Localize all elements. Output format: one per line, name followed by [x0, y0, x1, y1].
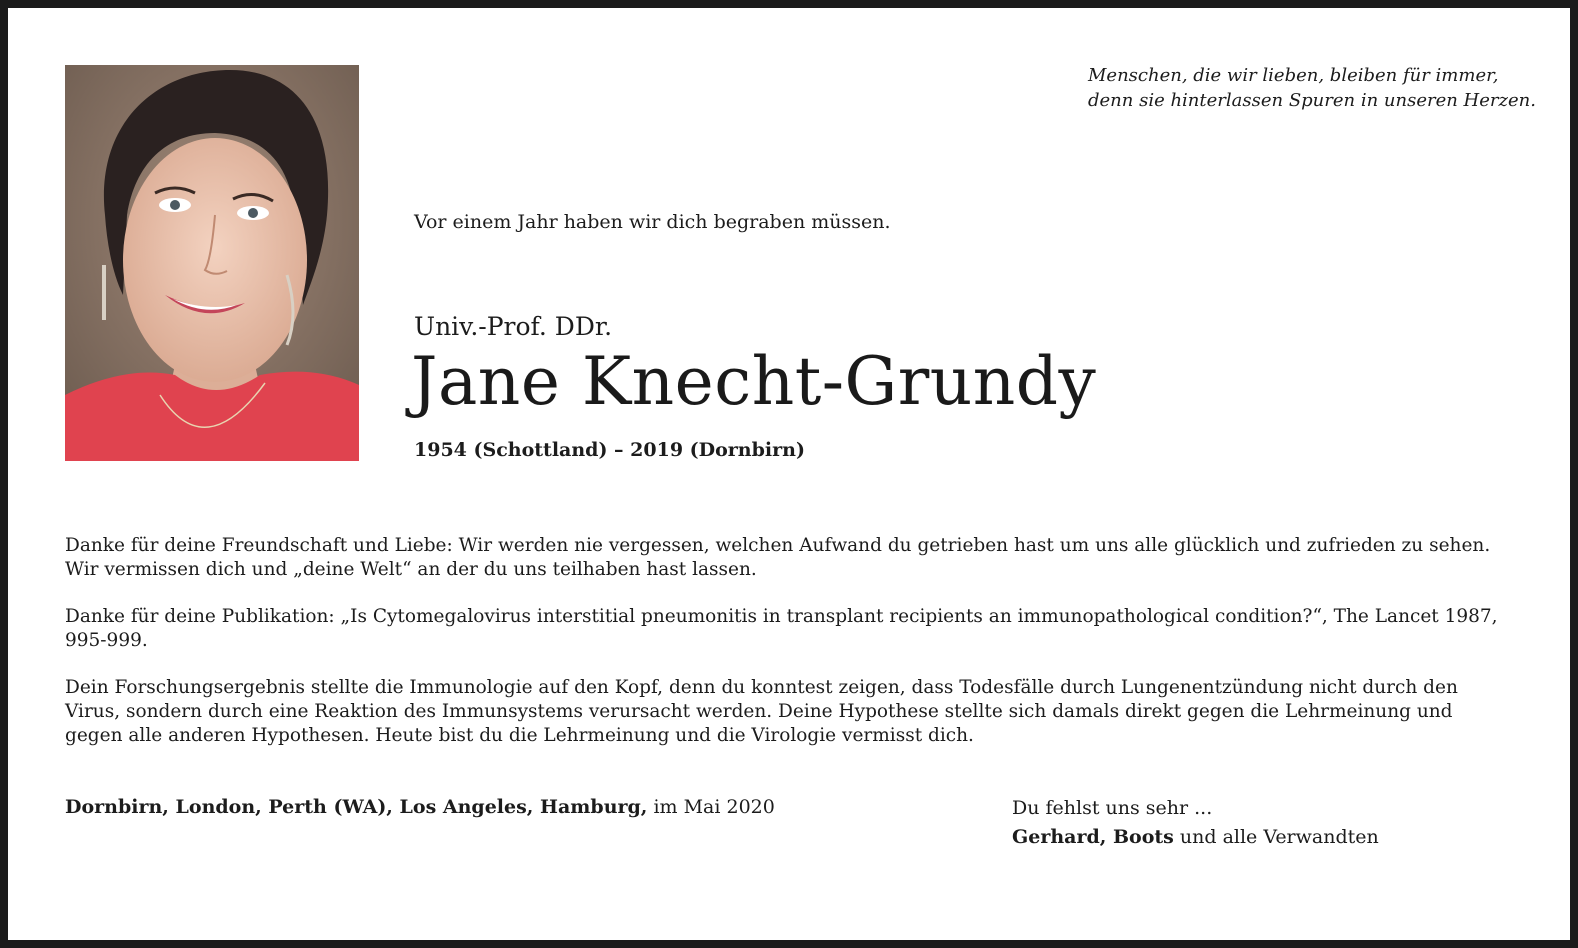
publication-date: im Mai 2020 — [647, 796, 775, 818]
mourner-names: Gerhard, Boots — [1012, 826, 1174, 848]
tribute-paragraph: Danke für deine Freundschaft und Liebe: Wir werden nie vergessen, welchen Aufwand du getrieben hast um uns alle glücklich und zufrieden zu sehen. Wir vermissen dich und „deine Welt“ an der du uns teilhaben hast lassen. — [65, 535, 1491, 580]
miss-you-line: Du fehlst uns sehr ... — [1012, 797, 1213, 819]
quote-line-2: denn sie hinterlassen Spuren in unseren Herzen. — [1088, 90, 1536, 111]
signoff — [1012, 794, 1379, 852]
intro-text: Vor einem Jahr haben wir dich begraben müssen. — [414, 211, 891, 233]
relatives-text: und alle Verwandten — [1173, 826, 1379, 848]
portrait-photo — [65, 65, 359, 461]
memorial-quote — [992, 63, 1536, 113]
academic-title: Univ.-Prof. DDr. — [414, 312, 613, 341]
tribute-paragraph: Dein Forschungsergebnis stellte die Immunologie auf den Kopf, denn du konntest zeigen, dass Todesfälle durch Lungenentzündung nicht durch den Virus, sondern durch eine Reaktion des Immunsystems verursacht werden. Deine Hypothese stellte sich damals direkt gegen die Lehrmeinung und gegen alle anderen Hypothesen. Heute bist du die Lehrmeinung und die Virologie vermisst dich. — [65, 677, 1458, 746]
portrait-illustration — [65, 65, 359, 461]
tribute-text — [65, 534, 1510, 771]
quote-line-1: Menschen, die wir lieben, bleiben für immer, — [1088, 65, 1499, 86]
places-list: Dornbirn, London, Perth (WA), Los Angeles, Hamburg, — [65, 796, 648, 818]
tribute-paragraph: Danke für deine Publikation: „Is Cytomegalovirus interstitial pneumonitis in transplant recipients an immunopathological condition?“, The Lancet 1987, 995-999. — [65, 606, 1498, 651]
mourners-line — [1012, 823, 1379, 852]
deceased-name: Jane Knecht-Grundy — [411, 343, 1097, 420]
life-dates: 1954 (Schottland) – 2019 (Dornbirn) — [414, 439, 805, 461]
places-and-date — [65, 794, 775, 820]
